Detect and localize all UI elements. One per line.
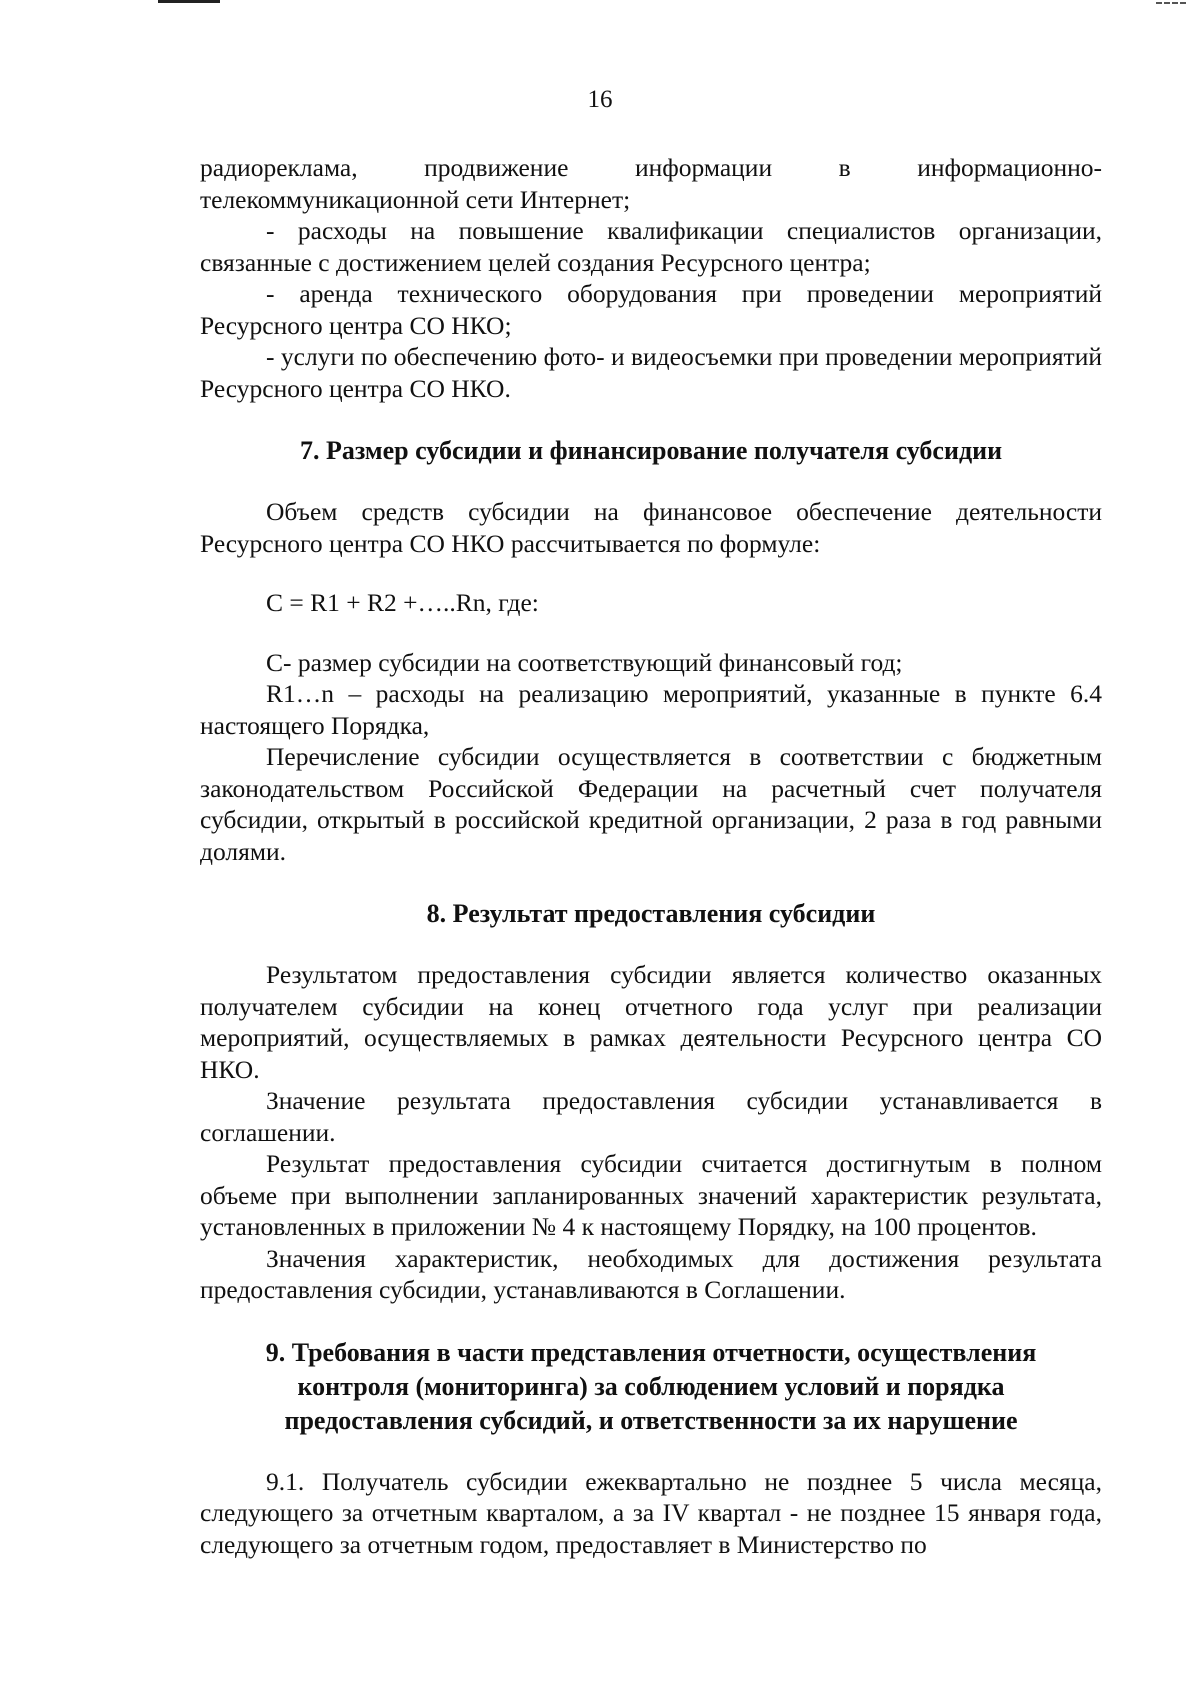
section-8-paragraph: Результатом предоставления субсидии является количество оказанных получателем субсидии на конец отчетного года услуг при реализации мероприятий, осуществляемых в рамках деятельности Ресурсного центра СО НКО. [200, 960, 1102, 1084]
section-8-paragraph: Результат предоставления субсидии считается достигнутым в полном объеме при выполнении запланированных значений характеристик результата, установленных в приложении № 4 к настоящему Порядку, на 100 процентов. [200, 1149, 1102, 1241]
section-8-heading: 8. Результат предоставления субсидии [426, 899, 876, 928]
list-item: - расходы на повышение квалификации специалистов организации, связанные с достижением целей создания Ресурсного центра; [200, 216, 1102, 277]
section-7-paragraph: Перечисление субсидии осуществляется в соответствии с бюджетным законодательством Российской Федерации на расчетный счет получателя субсидии, открытый в российской кредитной организации, 2 раза в год равными долями. [200, 742, 1102, 866]
spacer [200, 931, 1102, 959]
spacer [200, 1438, 1102, 1466]
scan-edge-mark [158, 0, 220, 3]
spacer [200, 468, 1102, 496]
spacer [200, 867, 1102, 897]
page-number: 16 [587, 86, 613, 113]
subsidy-formula: С = R1 + R2 +…..Rn, где: [266, 588, 539, 617]
section-8-paragraph: Значения характеристик, необходимых для достижения результата предоставления субсидии, устанавливаются в Соглашении. [200, 1243, 1102, 1304]
spacer [200, 559, 1102, 587]
formula-definition: R1…n – расходы на реализацию мероприятий, указанные в пункте 6.4 настоящего Порядка, [200, 679, 1102, 740]
section-9-heading-line: контроля (мониторинга) за соблюдением условий и порядка [297, 1371, 1005, 1401]
spacer [200, 619, 1102, 647]
spacer [200, 404, 1102, 434]
list-item: - аренда технического оборудования при проведении мероприятий Ресурсного центра СО НКО; [200, 279, 1102, 340]
section-9-paragraph: 9.1. Получатель субсидии ежеквартально не позднее 5 числа месяца, следующего за отчетным кварталом, а за IV квартал - не позднее 15 января года, следующего за отчетным годом, предоставляет в Министерство по [200, 1466, 1102, 1559]
document-body [200, 152, 1102, 1560]
list-item: - услуги по обеспечению фото- и видеосъемки при проведении мероприятий Ресурсного центра СО НКО. [200, 342, 1102, 403]
section-7-paragraph: Объем средств субсидии на финансовое обеспечение деятельности Ресурсного центра СО НКО рассчитывается по формуле: [200, 497, 1102, 558]
section-8-paragraph: Значение результата предоставления субсидии устанавливается в соглашении. [200, 1086, 1102, 1147]
section-7-heading: 7. Размер субсидии и финансирование получателя субсидии [299, 436, 1003, 465]
formula-definition: С- размер субсидии на соответствующий финансовый год; [266, 647, 903, 677]
scan-edge-mark-right [1156, 2, 1186, 6]
spacer [200, 1306, 1102, 1336]
section-9-heading-line: предоставления субсидий, и ответственности за их нарушение [284, 1405, 1018, 1435]
section-9-heading-line: 9. Требования в части представления отчетности, осуществления [265, 1337, 1037, 1367]
intro-paragraph: радиореклама, продвижение информации в информационно-телекоммуникационной сети Интернет; [200, 153, 1102, 214]
